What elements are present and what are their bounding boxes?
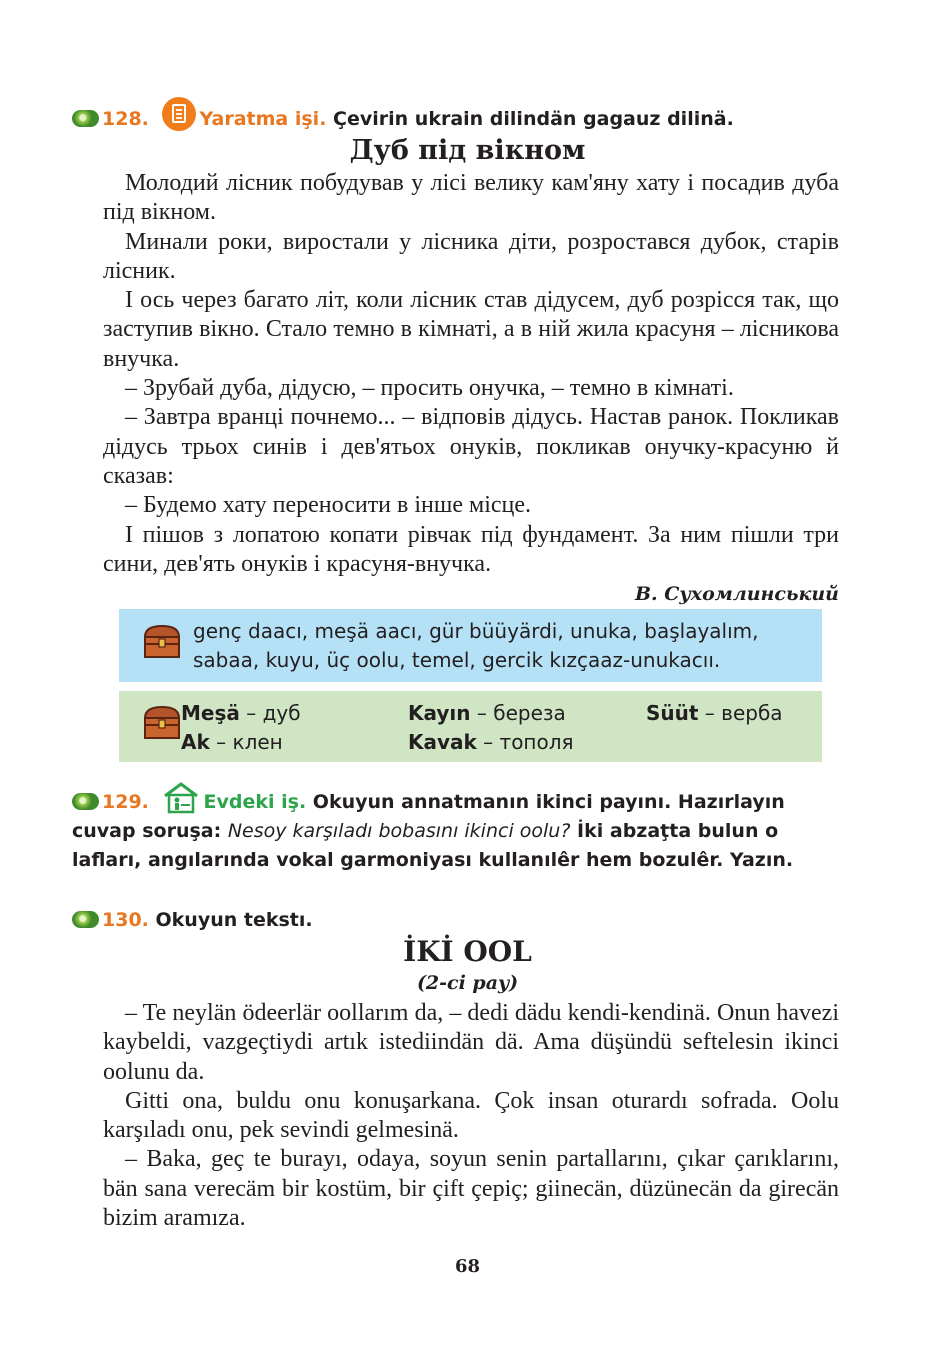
vocab-word: Kavak (408, 730, 477, 754)
creative-task-icon (162, 97, 196, 131)
word-box (119, 609, 822, 682)
task-label: Evdeki iş. (203, 791, 307, 813)
exercise-bullet-icon (72, 793, 99, 810)
paragraph: – Te neylän ödeerlär oollarım da, – dedi dädu kendi-kendinä. Onun havezi kaybeldi, vazgeçtiydi artık istediindän dä. Ama düşündü seftelesin ikinci oolunu da. (103, 1000, 839, 1085)
paragraph: І ось через багато літ, коли лісник став дідусем, дуб розрісся так, що заступив вікно. Стало темно в кімнаті, а в ній жила красуня – лісникова внучка. (103, 287, 839, 372)
homework-house-icon (162, 782, 200, 814)
exercise-130-header (72, 906, 852, 935)
treasure-chest-icon (141, 704, 183, 742)
vocab-translation: – дуб (239, 701, 301, 725)
story-title: Дуб під вікном (349, 135, 586, 166)
vocab-word: Kayın (408, 701, 471, 725)
task-label: Yaratma işi. (199, 108, 327, 130)
exercise-number: 130. (102, 909, 149, 931)
vocab-entry (181, 728, 301, 757)
story-title: İKİ OOL (403, 935, 532, 968)
paragraph: Gitti ona, buldu onu konuşarkana. Çok insan oturardı sofrada. Oolu karşıladı onu, pek sevindi gelmesinä. (103, 1087, 839, 1144)
vocab-column (181, 699, 301, 757)
paragraph: – Baka, geç te burayı, odaya, soyun senin partallarını, çıkar çarıklarını, bän sana verecäm bir kostüm, bir çift çepiç; giinecän, düzünecän da girecän bizim aramıza. (103, 1146, 839, 1232)
exercise-question: Nesoy karşıladı bobasını ikinci oolu? (227, 820, 571, 842)
exercise-instruction: Okuyun annatmanın ikinci payını. Hazırlayın cuvap soruşa: (72, 791, 785, 842)
vocab-word: Ak (181, 730, 210, 754)
story-text (103, 169, 839, 579)
vocab-column (646, 699, 783, 728)
treasure-chest-icon (141, 623, 183, 661)
exercise-number: 129. (102, 791, 149, 813)
exercise-instruction-2: İki abzaţta bulun o lafları, angılarında vokal garmoniyası kullanılêr hem bozulêr. Yazın. (72, 820, 794, 871)
vocab-translation: – береза (470, 701, 566, 725)
vocab-column (408, 699, 574, 757)
story-author: В. Сухомлинський (635, 583, 839, 605)
paragraph: Минали роки, виростали у лісника діти, розростався дубок, старів лісник. (103, 228, 839, 284)
exercise-instruction: Çevirin ukrain dilindän gagauz dilinä. (333, 108, 734, 130)
word-list: genç daacı, meşä aacı, gür büüyärdi, unuka, başlayalım, sabaa, kuyu, üç oolu, temel, gercik kızçaaz-unukacıı. (193, 619, 759, 672)
vocabulary-box (119, 691, 822, 762)
vocab-translation: – верба (698, 701, 783, 725)
exercise-bullet-icon (72, 911, 99, 928)
story-subtitle: (2-ci pay) (416, 972, 519, 994)
paragraph: – Будемо хату переносити в інше місце. (125, 492, 532, 519)
exercise-number: 128. (102, 108, 149, 130)
page-number: 68 (454, 1256, 481, 1277)
exercise-instruction: Okuyun tekstı. (155, 909, 313, 931)
vocab-entry (646, 699, 783, 728)
vocab-translation: – клен (209, 730, 283, 754)
vocab-word: Süüt (646, 701, 699, 725)
vocab-entry (408, 699, 574, 728)
paragraph: – Завтра вранці почнемо... – відповів дідусь. Настав ранок. Покликав дідусь трьох синів і дев'ятьох онуків, покликав онучку-красуню й сказав: (103, 404, 839, 489)
paragraph: Молодий лісник побудував у лісі велику кам'яну хату і посадив дуба під вікном. (103, 170, 839, 226)
story-text (103, 999, 839, 1233)
vocab-entry (181, 699, 301, 728)
vocab-entry (408, 728, 574, 757)
vocab-translation: – тополя (476, 730, 574, 754)
exercise-bullet-icon (72, 110, 99, 127)
exercise-129 (72, 782, 822, 875)
paragraph: – Зрубай дуба, дідусю, – просить онучка, – темно в кімнаті. (125, 375, 734, 402)
paragraph: І пішов з лопатою копати рівчак під фундамент. За ним пішли три сини, дев'ять онуків і красуня-внучка. (103, 521, 839, 577)
exercise-128-header (72, 97, 852, 134)
vocab-word: Meşä (181, 701, 240, 725)
